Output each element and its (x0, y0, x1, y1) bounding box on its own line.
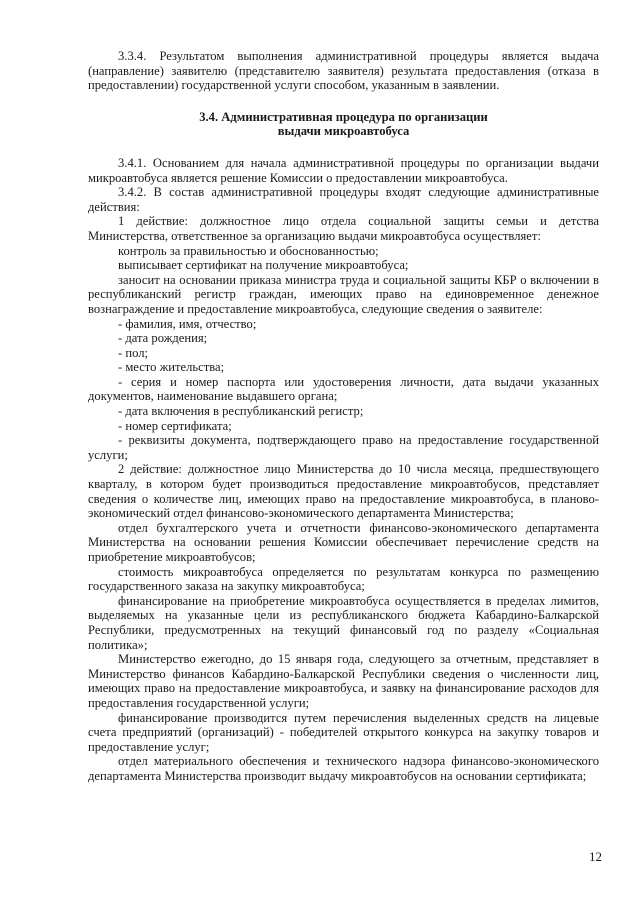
paragraph-register-entry: заносит на основании приказа министра труда и социальной защиты КБР о включении в республиканский регистр граждан, имеющих право на единовременное денежное вознаграждение и предоставление микроавтобуса, следующие сведения о заявителе: (88, 272, 599, 316)
list-item: - реквизиты документа, подтверждающего право на предоставление государственной услуги; (88, 433, 599, 462)
paragraph-3-3-4: 3.3.4. Результатом выполнения административной процедуры является выдача (направление) заявителю (представителю заявителя) результата предоставления (отказа в предоставлении) государственной услуги способом, указанным в заявлении. (88, 49, 599, 93)
list-item: - дата рождения; (118, 331, 208, 346)
paragraph-issuance: отдел материального обеспечения и технического надзора финансово-экономического департамента Министерства производит выдачу микроавтобусов на основании сертификата; (88, 754, 599, 783)
paragraph-ministry-report: Министерство ежегодно, до 15 января года, следующего за отчетным, представляет в Министерство финансов Кабардино-Балкарской Республики сведения о численности лиц, имеющих право на предоставление микроавтобуса, и заявку на финансирование расходов для предоставления государственной услуги; (88, 652, 599, 710)
paragraph-action-2: 2 действие: должностное лицо Министерства до 10 числа месяца, предшествующего кварталу, в котором будет производиться предоставление микроавтобусов, представляет сведения о количестве лиц, имеющих право на предоставление микроавтобуса, в планово-экономический отдел финансово-экономического департамента Министерства; (88, 462, 599, 521)
paragraph-financing-transfer: финансирование производится путем перечисления выделенных средств на лицевые счета предприятий (организаций) - победителей открытого конкурса на закупку товаров и предоставление услуг; (88, 710, 599, 754)
paragraph-financing-limits: финансирование на приобретение микроавтобуса осуществляется в пределах лимитов, выделяемых на указанные цели из республиканского бюджета Кабардино-Балкарской Республики, предусмотренных на текущий финансовый год по разделу «Социальная политика»; (88, 593, 599, 652)
list-item: - пол; (118, 345, 148, 360)
page-number: 12 (589, 849, 602, 864)
document-body (88, 49, 599, 784)
list-item: - дата включения в республиканский регистр; (118, 404, 364, 419)
paragraph-action-1: 1 действие: должностное лицо отдела социальной защиты семьи и детства Министерства, ответственное за организацию выдачи микроавтобуса осуществляет: (88, 214, 599, 243)
list-item: - серия и номер паспорта или удостоверения личности, дата выдачи указанных документов, наименование выдавшего органа; (88, 374, 599, 404)
paragraph-control: контроль за правильностью и обоснованностью; (118, 243, 379, 258)
paragraph-3-4-1: 3.4.1. Основанием для начала административной процедуры по организации выдачи микроавтобуса является решение Комиссии о предоставлении микроавтобуса. (88, 155, 599, 185)
section-heading (88, 110, 599, 139)
list-item: - место жительства; (118, 360, 225, 375)
list-item: - номер сертификата; (118, 418, 232, 433)
list-item: - фамилия, имя, отчество; (118, 316, 257, 331)
paragraph-3-4-2: 3.4.2. В состав административной процедуры входят следующие административные действия: (88, 185, 599, 214)
paragraph-accounting: отдел бухгалтерского учета и отчетности финансово-экономического департамента Министерства на основании решения Комиссии обеспечивает перечисление средств на приобретение микроавтобусов; (88, 520, 599, 564)
paragraph-cost: стоимость микроавтобуса определяется по результатам конкурса по размещению государственного заказа на закупку микроавтобуса; (88, 564, 599, 594)
section-heading-line-1: 3.4. Административная процедура по организации (199, 109, 488, 124)
section-heading-line-2: выдачи микроавтобуса (277, 124, 410, 139)
paragraph-certificate: выписывает сертификат на получение микроавтобуса; (118, 258, 409, 273)
